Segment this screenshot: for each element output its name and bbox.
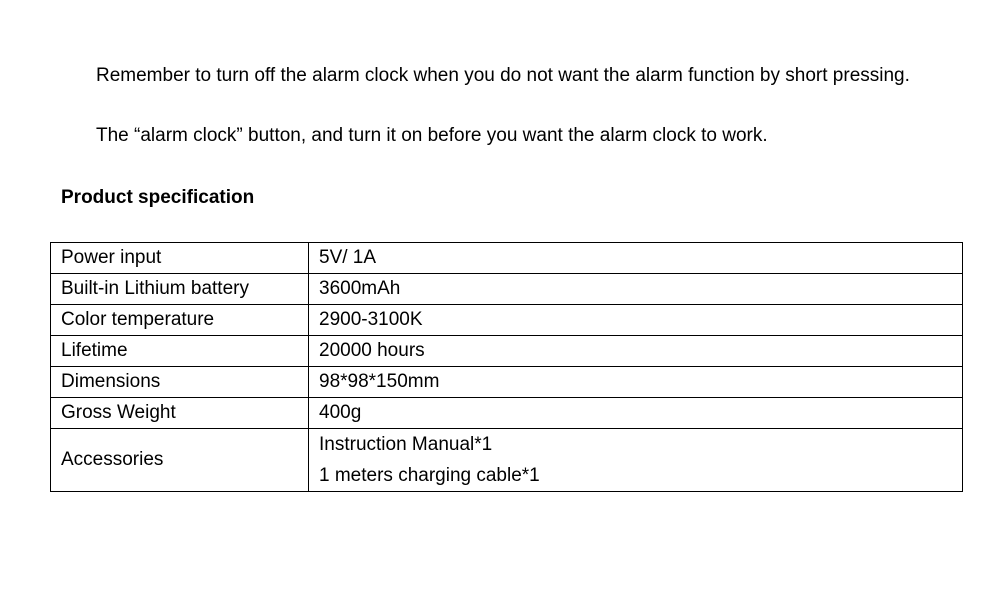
table-row: [51, 243, 963, 274]
spec-value-line: 1 meters charging cable*1: [319, 465, 540, 486]
table-row: [51, 305, 963, 336]
intro-paragraph-2: The “alarm clock” button, and turn it on before you want the alarm clock to work.: [96, 125, 768, 146]
spec-label: Color temperature: [51, 305, 309, 336]
spec-label: Gross Weight: [51, 398, 309, 429]
spec-label: Lifetime: [51, 336, 309, 367]
intro-paragraph-1: Remember to turn off the alarm clock when you do not want the alarm function by short pressing.: [96, 65, 910, 86]
spec-value-line: Instruction Manual*1: [319, 434, 493, 455]
spec-value: [309, 429, 963, 492]
spec-value: 20000 hours: [309, 336, 963, 367]
spec-value: 400g: [309, 398, 963, 429]
table-row: [51, 367, 963, 398]
spec-value: 2900-3100K: [309, 305, 963, 336]
spec-label: Built-in Lithium battery: [51, 274, 309, 305]
section-title: Product specification: [61, 187, 255, 208]
table-row: [51, 274, 963, 305]
spec-value: 98*98*150mm: [309, 367, 963, 398]
table-row: [51, 429, 963, 492]
spec-value: 5V/ 1A: [309, 243, 963, 274]
spec-value: 3600mAh: [309, 274, 963, 305]
spec-table: [50, 242, 963, 492]
spec-label: Accessories: [51, 429, 309, 492]
spec-label: Power input: [51, 243, 309, 274]
spec-label: Dimensions: [51, 367, 309, 398]
table-row: [51, 336, 963, 367]
table-row: [51, 398, 963, 429]
